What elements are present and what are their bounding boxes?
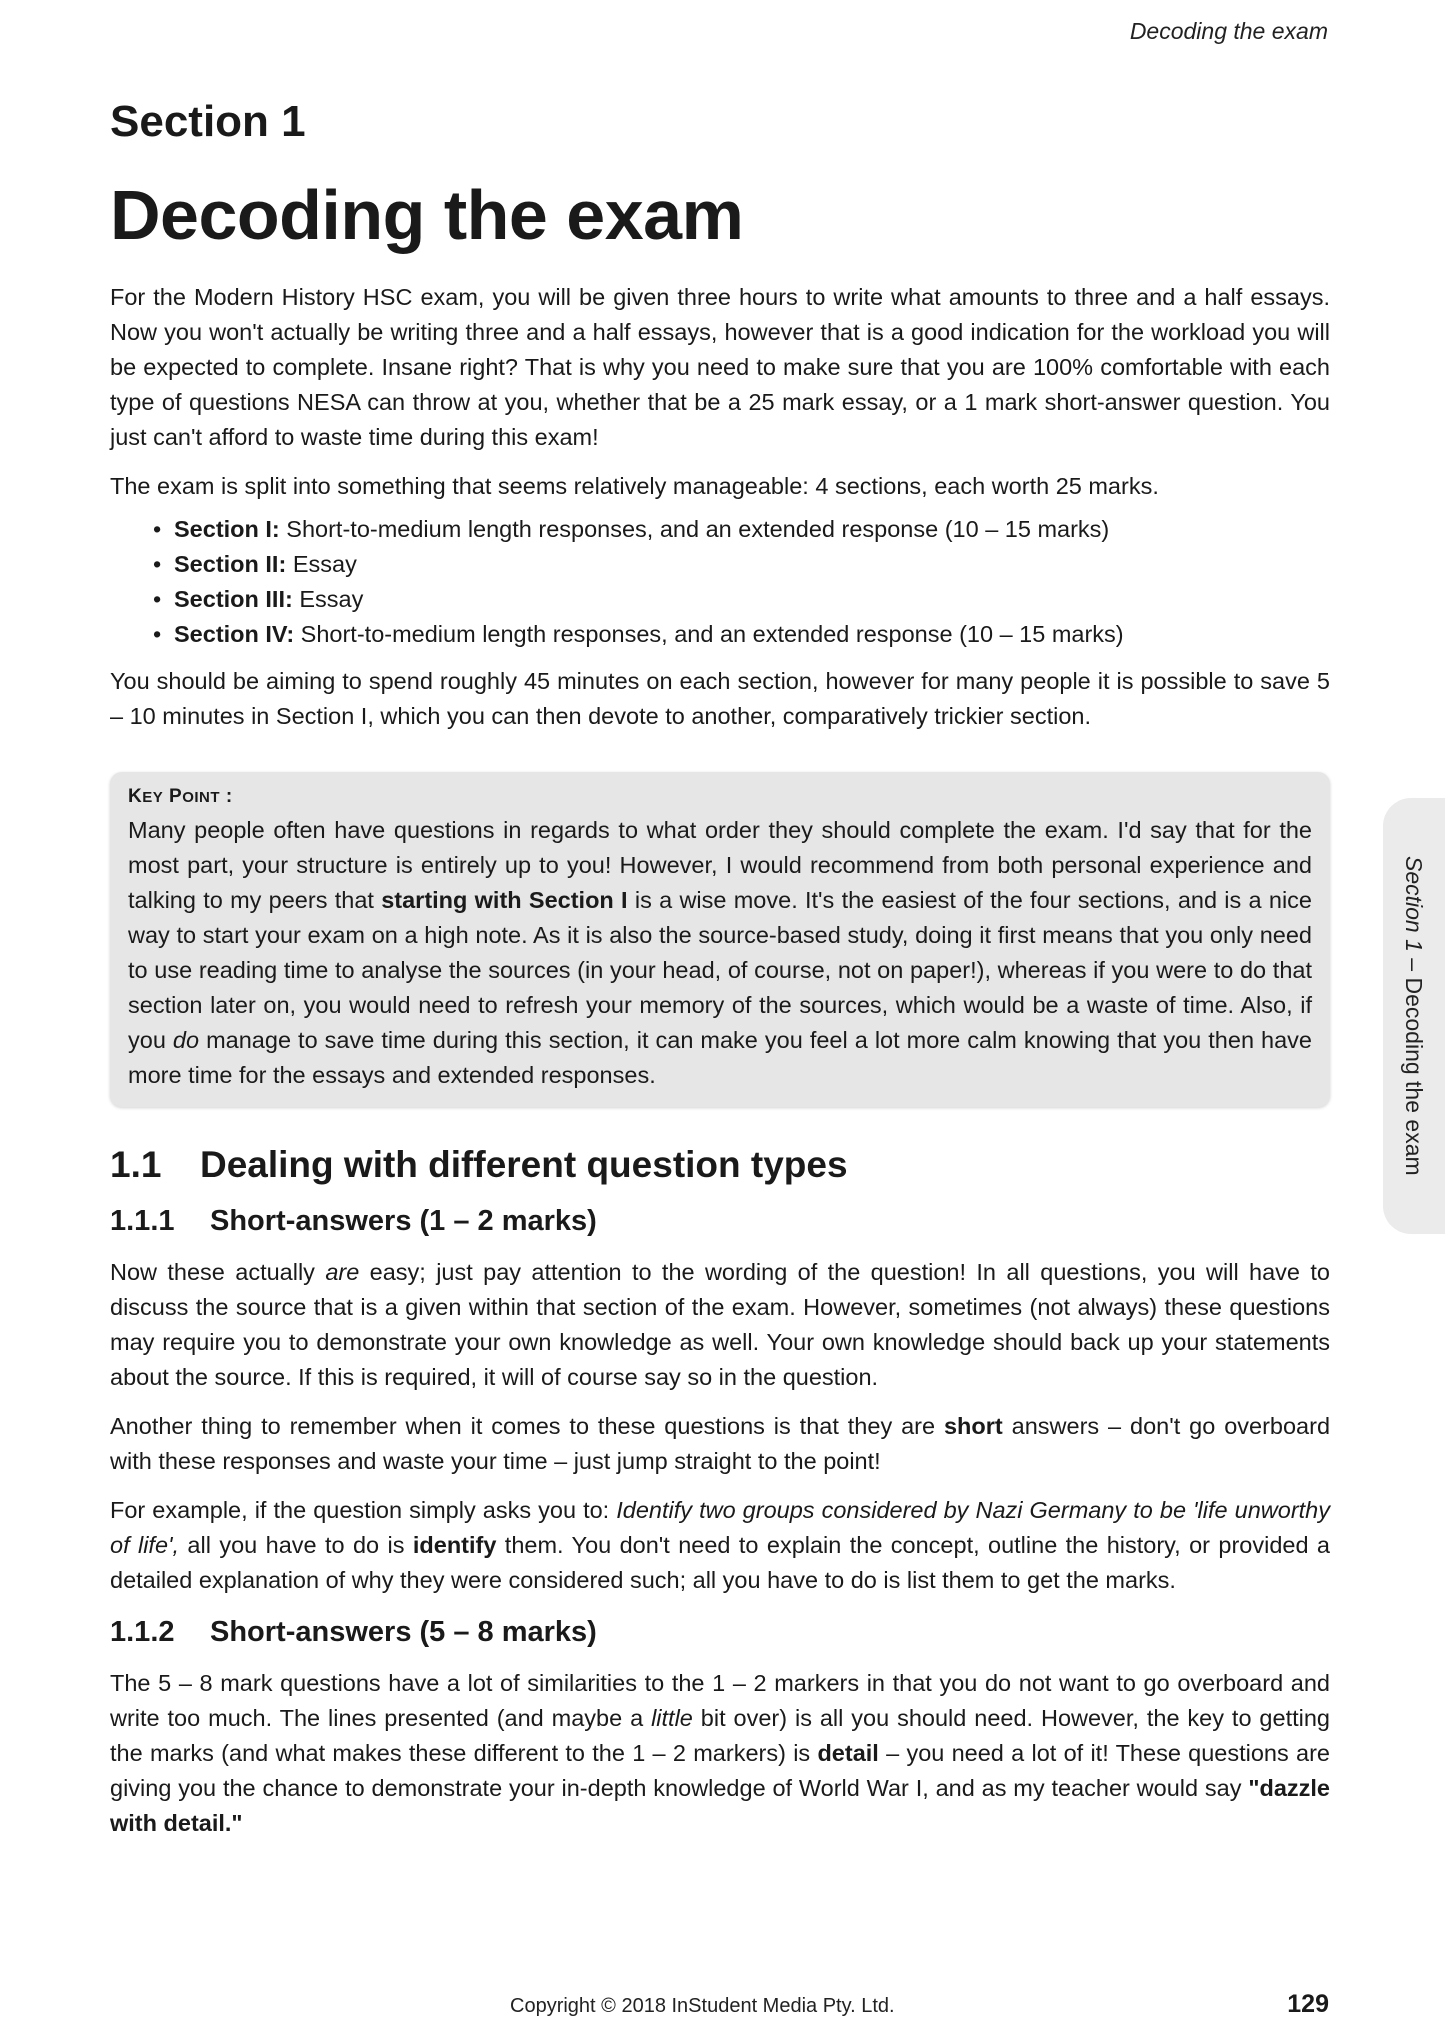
key-point-text: [128, 813, 1312, 1093]
text-run: – you need a lot of it! These questions are giving you the chance to demonstrate your in-depth knowledge of World War I, and as my teacher would say: [110, 1740, 1330, 1801]
text-run: easy; just pay attention to the wording of the question! In all questions, you will have to discuss the source that is a given within that section of the exam. However, sometimes (not always) these questions may require you to demonstrate your own knowledge as well. Your own knowledge should back up your statements about the source. If this is required, it will of course say so in the question.: [110, 1259, 1330, 1390]
key-point-label-colon: :: [220, 786, 233, 807]
heading-number: 1.1.1: [110, 1205, 175, 1237]
split-paragraph: The exam is split into something that seems relatively manageable: 4 sections, each worth 25 marks.: [110, 473, 1159, 499]
text-run: Now these actually: [110, 1259, 326, 1285]
key-point-text-3: manage to save time during this section, it can make you feel a lot more calm knowing that you then have more time for the essays and extended responses.: [128, 1027, 1312, 1088]
text-italic: Identify two groups considered by Nazi Germany to be 'life unworthy of life',: [110, 1497, 1330, 1558]
text-run: For example, if the question simply asks you to:: [110, 1497, 617, 1523]
list-item-label: Section I:: [174, 516, 280, 542]
short-answer-paragraph-2: [110, 1409, 1330, 1479]
heading-title: Short-answers (1 – 2 marks): [210, 1205, 597, 1237]
key-point-label: [128, 784, 1312, 811]
key-point-bold: starting with Section I: [381, 887, 628, 913]
heading-1-1-2: [110, 1612, 1330, 1652]
heading-title: Dealing with different question types: [200, 1144, 848, 1185]
text-run: all you have to do is: [179, 1532, 413, 1558]
text-run: them. You don't need to explain the concept, outline the history, or provided a detailed explanation of why they were considered such; all you have to do is list them to get the marks.: [110, 1532, 1330, 1593]
short-answer-paragraph-1: [110, 1255, 1330, 1395]
list-item-label: Section II:: [174, 551, 287, 577]
running-head: Decoding the exam: [1129, 18, 1328, 44]
key-point-italic: do: [172, 1027, 200, 1053]
list-item-text: Short-to-medium length responses, and an extended response (10 – 15 marks): [279, 516, 1110, 542]
chapter-title: Decoding the exam: [110, 176, 744, 254]
page-content: [110, 92, 1330, 1855]
short-answer-paragraph-3: [110, 1493, 1330, 1598]
heading-1-1-1: [110, 1201, 1330, 1241]
text-italic: little: [651, 1705, 693, 1731]
text-run: bit over) is all you should need. However, the key to getting the marks (and what makes these different to the 1 – 2 markers) is: [110, 1705, 1330, 1766]
list-item: [153, 582, 1330, 617]
sections-list: [110, 512, 1330, 652]
list-item: [153, 512, 1330, 547]
side-tab-label: – Decoding the exam: [1401, 952, 1427, 1176]
key-point-text-2: is a wise move. It's the easiest of the four sections, and is a nice way to start your exam on a high note. As it is also the source-based study, doing it first means that you only need to use reading time to analyse the sources (in your head, of course, not on paper!), whereas if you were to do that section later on, you would need to refresh your memory of the sources, which would be a waste of time. Also, if you: [128, 887, 1312, 1053]
heading-title: Short-answers (5 – 8 marks): [210, 1616, 597, 1648]
text-bold: short: [943, 1413, 1003, 1439]
short-answer-paragraph-4: [110, 1666, 1330, 1841]
list-item-label: Section III:: [174, 586, 293, 612]
key-point-label-p: P: [169, 786, 183, 807]
key-point-label-ey: EY: [142, 789, 164, 806]
side-tab-text: [1383, 798, 1445, 1234]
side-tab: [1383, 798, 1445, 1234]
text-bold: identify: [412, 1532, 497, 1558]
text-bold: detail: [817, 1740, 879, 1766]
list-item-text: Short-to-medium length responses, and an extended response (10 – 15 marks): [294, 621, 1124, 647]
intro-paragraph: For the Modern History HSC exam, you will be given three hours to write what amounts to three and a half essays. Now you won't actually be writing three and a half essays, however that is a good indication for the workload you will be expected to complete. Insane right? That is why you need to make sure that you are 100% comfortable with each type of questions NESA can throw at you, whether that be a 25 mark essay, or a 1 mark short-answer question. You just can't afford to waste time during this exam!: [110, 284, 1330, 450]
page-number: 129: [1287, 1990, 1329, 2018]
text-run: answers – don't go overboard with these responses and waste your time – just jump straight to the point!: [110, 1413, 1331, 1474]
section-label: Section 1: [110, 97, 306, 146]
heading-number: 1.1: [110, 1144, 162, 1185]
side-tab-italic: Section 1: [1401, 856, 1427, 953]
timing-paragraph: You should be aiming to spend roughly 45 minutes on each section, however for many people it is possible to save 5 – 10 minutes in Section I, which you can then devote to another, comparatively trickier section.: [110, 668, 1330, 729]
text-bold: "dazzle with detail.": [110, 1775, 1330, 1836]
list-item-text: Essay: [286, 551, 357, 577]
text-run: The 5 – 8 mark questions have a lot of similarities to the 1 – 2 markers in that you do not want to go overboard and write too much. The lines presented (and maybe a: [110, 1670, 1330, 1731]
key-point-text-1: Many people often have questions in regards to what order they should complete the exam. I'd say that for the most part, your structure is entirely up to you! However, I would recommend from both personal experience and talking to my peers that: [128, 817, 1312, 913]
list-item: [153, 617, 1330, 652]
heading-1-1: [110, 1141, 1330, 1189]
list-item: [153, 547, 1330, 582]
list-item-label: Section IV:: [174, 621, 295, 647]
text-run: Another thing to remember when it comes to these questions is that they are: [110, 1413, 944, 1439]
key-point-label-k: K: [128, 786, 143, 807]
heading-number: 1.1.2: [110, 1616, 175, 1648]
key-point-label-oint: OINT: [182, 789, 221, 806]
text-italic: are: [325, 1259, 360, 1285]
key-point-box: [110, 772, 1330, 1107]
list-item-text: Essay: [292, 586, 364, 612]
footer-copyright: Copyright © 2018 InStudent Media Pty. Ltd.: [510, 1995, 895, 2017]
